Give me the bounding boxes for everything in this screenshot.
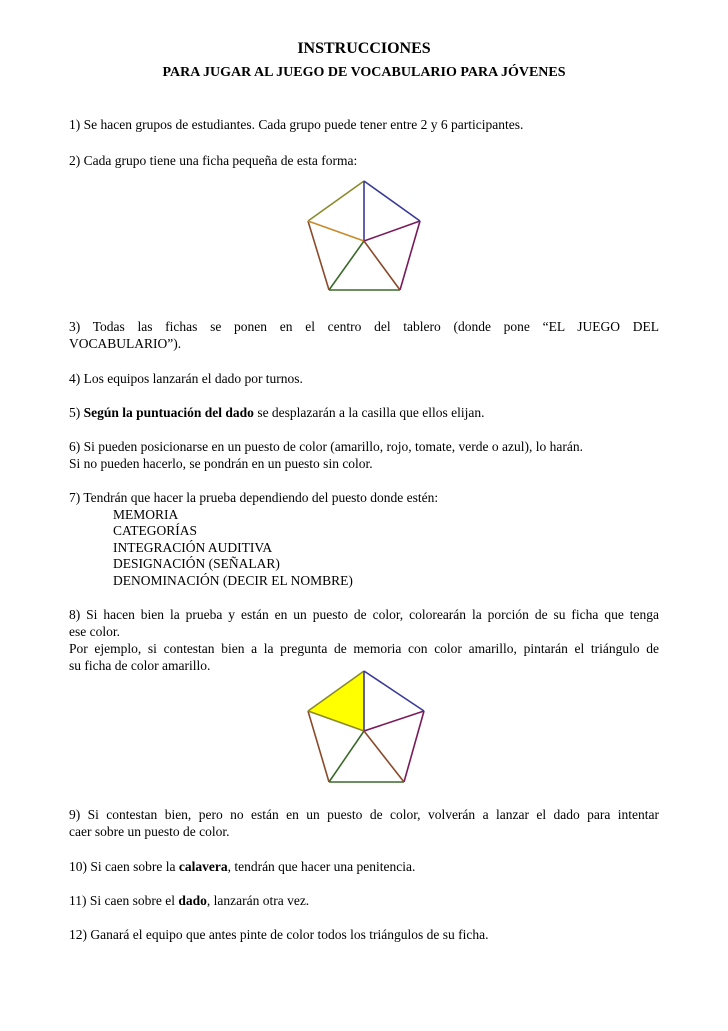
p5-suffix: se desplazarán a la casilla que ellos elijan. (253, 405, 485, 420)
paragraph-3-line-2: VOCABULARIO”). (69, 336, 182, 351)
test-item: DENOMINACIÓN (DECIR EL NOMBRE) (113, 573, 353, 588)
p11-suffix: , lanzarán otra vez. (206, 893, 310, 908)
paragraph-11 (69, 892, 659, 909)
paragraph-2: 2) Cada grupo tiene una ficha pequeña de esta forma: (69, 153, 358, 168)
test-item: CATEGORÍAS (113, 523, 198, 538)
paragraph-7: 7) Tendrán que hacer la prueba dependiendo del puesto donde estén: (69, 490, 439, 505)
paragraph-6-line-2: Si no pueden hacerlo, se pondrán en un puesto sin color. (69, 456, 373, 471)
paragraph-3-line-1: 3) Todas las fichas se ponen en el centro del tablero (donde pone “EL JUEGO DEL (69, 319, 659, 334)
test-item: MEMORIA (113, 507, 179, 522)
paragraph-8-line-4: su ficha de color amarillo. (69, 658, 211, 673)
paragraph-12: 12) Ganará el equipo que antes pinte de color todos los triángulos de su ficha. (69, 927, 489, 942)
paragraph-10 (69, 858, 659, 875)
test-item: DESIGNACIÓN (SEÑALAR) (113, 556, 280, 571)
paragraph-4: 4) Los equipos lanzarán el dado por turnos. (69, 371, 303, 386)
pentagon-token-icon (300, 178, 430, 296)
p11-prefix: 11) Si caen sobre el (69, 893, 179, 908)
p5-bold: Según la puntuación del dado (83, 405, 254, 420)
p10-suffix: , tendrán que hacer una penitencia. (227, 859, 416, 874)
p11-bold: dado (178, 893, 207, 908)
paragraph-8-line-1: 8) Si hacen bien la prueba y están en un puesto de color, colorearán la porción de su ficha que tenga (69, 607, 659, 622)
paragraph-1: 1) Se hacen grupos de estudiantes. Cada grupo puede tener entre 2 y 6 participantes. (69, 117, 524, 132)
page-subtitle: PARA JUGAR AL JUEGO DE VOCABULARIO PARA JÓVENES (162, 65, 566, 80)
pentagon-token-yellow-icon (300, 668, 434, 788)
yellow-triangle (308, 671, 364, 731)
paragraph-8-line-3: Por ejemplo, si contestan bien a la pregunta de memoria con color amarillo, pintarán el triángulo de (69, 641, 659, 656)
page-title: INSTRUCCIONES (297, 40, 431, 57)
test-item: INTEGRACIÓN AUDITIVA (113, 540, 273, 555)
paragraph-9-line-2: caer sobre un puesto de color. (69, 824, 230, 839)
paragraph-9-line-1: 9) Si contestan bien, pero no están en un puesto de color, volverán a lanzar el dado para intentar (69, 807, 659, 822)
p10-prefix: 10) Si caen sobre la (69, 859, 179, 874)
paragraph-6-line-1: 6) Si pueden posicionarse en un puesto de color (amarillo, rojo, tomate, verde o azul), lo harán. (69, 439, 583, 454)
p5-prefix: 5) (69, 405, 84, 420)
paragraph-8-line-2: ese color. (69, 624, 120, 639)
p10-bold: calavera (178, 859, 228, 874)
paragraph-5 (69, 404, 659, 421)
